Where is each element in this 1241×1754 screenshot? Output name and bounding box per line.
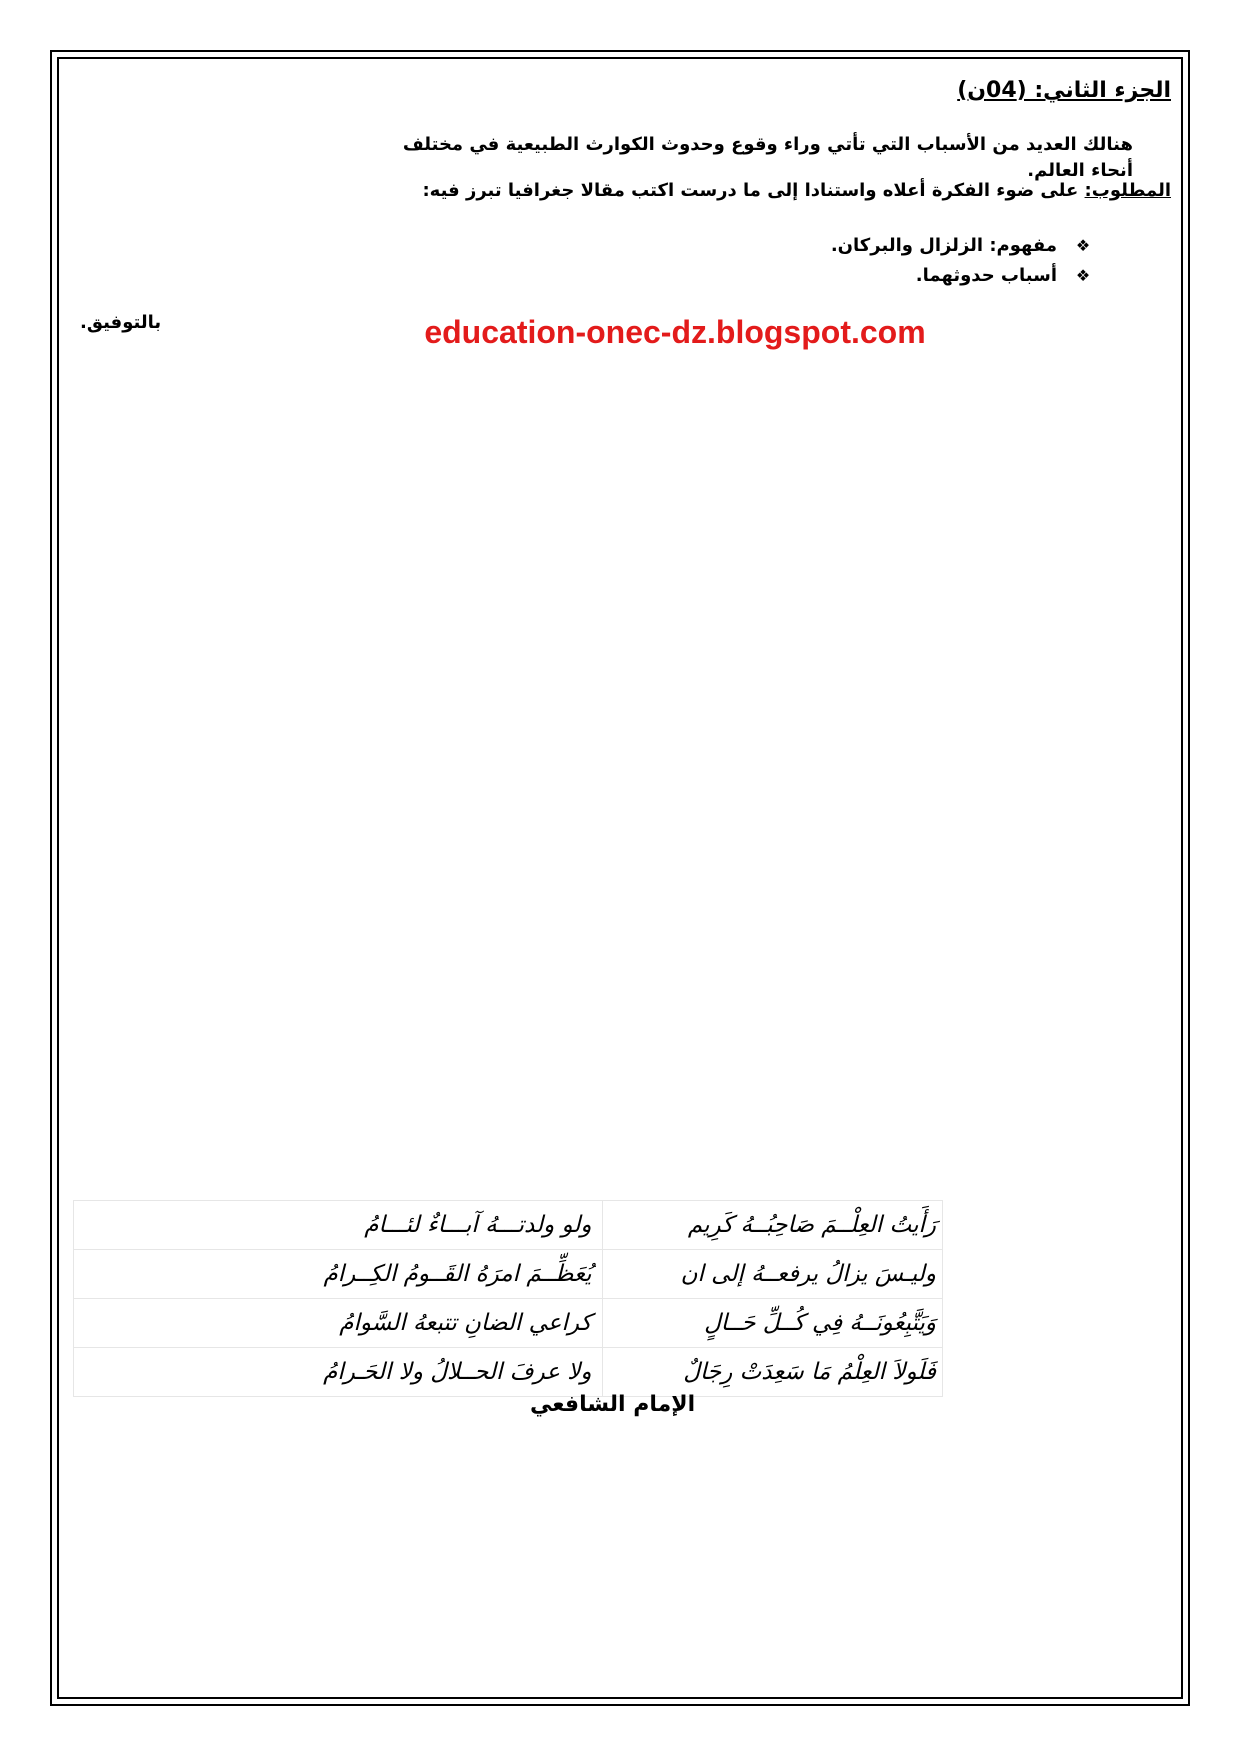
requirements-list [831,230,1093,290]
task-label: المطلوب: [1084,180,1171,201]
poet-name: الإمام الشافعي [530,1392,696,1417]
poem-verse [74,1250,943,1299]
part-title: الجزء الثاني: (04ن) [957,78,1171,103]
poem-first-hemistich: فَلَولاَ العِلْمُ مَا سَعِدَتْ رِجَالٌ [602,1348,942,1397]
four-diamond-bullet-icon: ❖ [1075,235,1091,255]
task-text: على ضوء الفكرة أعلاه واستنادا إلى ما درست اكتب مقالا جغرافيا تبرز فيه: [422,180,1079,201]
poem-verse [74,1299,943,1348]
poem-first-hemistich: رَأَيتُ العِلْــمَ صَاحِبُــهُ كَرِيم [602,1201,942,1250]
intro-paragraph: هنالك العديد من الأسباب التي تأتي وراء وقوع وحدوث الكوارث الطبيعية في مختلف أنحاء العالم. [402,134,1133,181]
page-border-inner [57,57,1183,1699]
poem-first-hemistich: وليـسَ يزالُ يرفعــهُ إلى ان [602,1250,942,1299]
poem-second-hemistich: يُعَظِّــمَ امرَهُ القَــومُ الكِــرامُ [74,1250,603,1299]
list-item [831,230,1093,260]
poem-first-hemistich: وَيَتَّبِعُونَــهُ فِي كُــلِّ حَــالٍ [602,1299,942,1348]
poem-second-hemistich: ولو ولدتـــهُ آبـــاءٌ لئـــامُ [74,1201,603,1250]
poem-table [73,1200,943,1397]
watermark-url: education-onec-dz.blogspot.com [424,314,926,350]
poem-verse [74,1348,943,1397]
list-item [831,260,1093,290]
list-item-text: أسباب حدوثهما. [915,264,1057,286]
four-diamond-bullet-icon: ❖ [1075,265,1091,285]
task-line [422,180,1171,201]
list-item-text: مفهوم: الزلزال والبركان. [830,234,1057,256]
poem-second-hemistich: كراعي الضانِ تتبعهُ السَّوامُ [74,1299,603,1348]
poem-second-hemistich: ولا عرفَ الحــلالُ ولا الحَـرامُ [74,1348,603,1397]
poem-verse [74,1201,943,1250]
closing-wish: بالتوفيق. [80,312,162,333]
